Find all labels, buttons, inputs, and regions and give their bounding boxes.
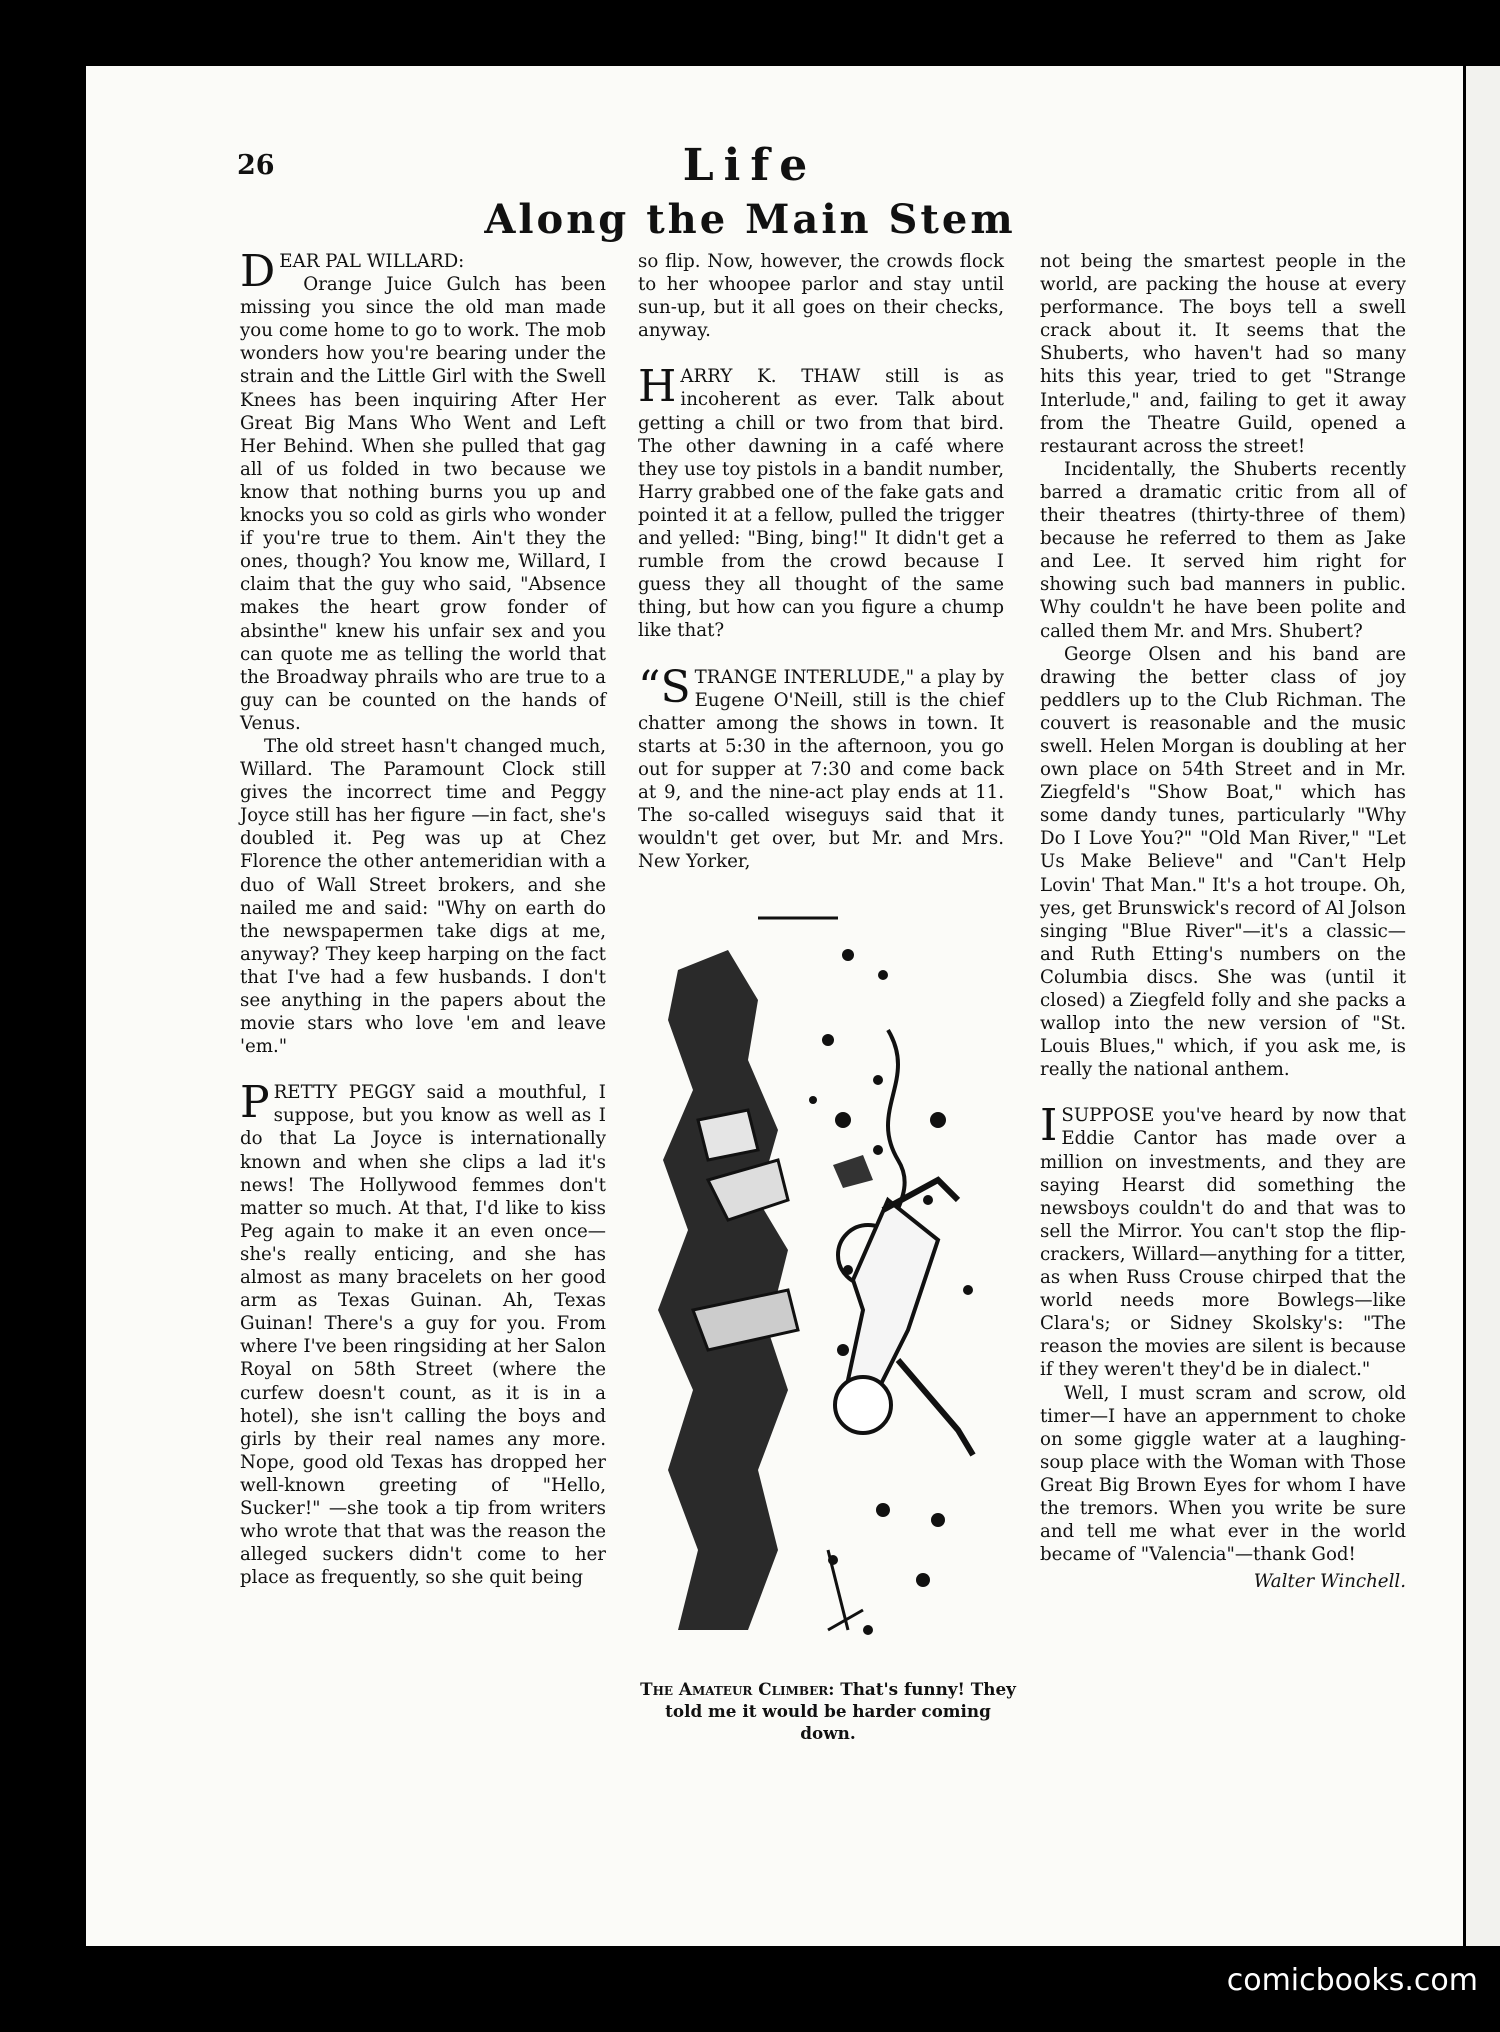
adjacent-page-edge	[1466, 66, 1500, 1946]
paragraph: George Olsen and his band are drawing the better class of joy peddlers up to the Club Richman. The couvert is reasonable and the music swell. Helen Morgan is doubling at her own place on 54th Street and in Mr. Ziegfeld's "Show Boat," which has some dandy tunes, particularly "Why Do I Love You?" "Old Man River," "Let Us Make Believe" and "Can't Help Lovin' That Man." It's a hot troupe. Oh, yes, get Brunswick's record of Al Jolson singing "Blue River"—it's a classic—and Ruth Etting's numbers on the Columbia discs. She was (until it closed) a Ziegfeld folly and she packs a wallop into the new version of "St. Louis Blues," which, if you ask me, is really the national anthem.	[1040, 643, 1406, 1081]
paragraph: HARRY K. THAW still is as incoherent as ever. Talk about getting a chill or two from that bird. The other dawning in a café where they use toy pistols in a bandit number, Harry grabbed one of the fake gats and pointed it at a fellow, pulled the trigger and yelled: "Bing, bing!" It didn't get a rumble from the crowd because I guess they all thought of the same thing, but how can you figure a chump like that?	[638, 361, 1004, 642]
column-2	[638, 250, 1004, 873]
column-3	[1040, 250, 1406, 1593]
salutation: DEAR PAL WILLARD:	[240, 246, 465, 297]
climber-illustration	[638, 910, 1018, 1650]
source-watermark: comicbooks.com	[1226, 1963, 1478, 1998]
masthead: Life	[682, 140, 818, 191]
article-headline: Along the Main Stem	[484, 196, 1016, 243]
paragraph: PRETTY PEGGY said a mouthful, I suppose, but you know as well as I do that La Joyce is internationally known and when she clips a lad it's news! The Hollywood femmes don't matter so much. At that, I'd like to kiss Peg again to make it an even once—she's really enticing, and she has almost as many bracelets on her good arm as Texas Guinan. Ah, Texas Guinan! There's a guy for you. From where I've been ringsiding at her Salon Royal on 58th Street (where the curfew doesn't count, as it is in a hotel), she isn't calling the boys and girls by their real names any more. Nope, good old Texas has dropped her well-known greeting of "Hello, Sucker!" —she took a tip from writers who wrote that that was the reason the alleged suckers didn't come to her place as frequently, so she quit being	[240, 1077, 606, 1589]
paragraph: Well, I must scram and scrow, old timer—I have an appernment to choke on some giggle water at a laughing-soup place with the Woman with Those Great Big Brown Eyes for whom I have the tremors. When you write be sure and tell me what ever in the world became of "Valencia"—thank God!	[1040, 1382, 1406, 1566]
column-1	[240, 246, 606, 1589]
page-number: 26	[237, 150, 275, 181]
paragraph: so flip. Now, however, the crowds flock to her whoopee parlor and stay until sun-up, but it all goes on their checks, anyway.	[638, 251, 1004, 342]
illustration-caption: The Amateur Climber: That's funny! They told me it would be harder coming down.	[640, 1679, 1016, 1743]
paragraph: Incidentally, the Shuberts recently barred a dramatic critic from all of their theatres (thirty-three of them) because he referred to them as Jake and Lee. It served him right for showing such bad manners in public. Why couldn't he have been polite and called them Mr. and Mrs. Shubert?	[1040, 458, 1406, 642]
author-signature: Walter Winchell.	[1253, 1571, 1406, 1593]
paragraph: ISUPPOSE you've heard by now that Eddie Cantor has made over a million on investments, and they are saying Hearst did something the newsboys couldn't do and that was to sell the Mirror. You can't stop the flip-crackers, Willard—anything for a titter, as when Russ Crouse chirped that the world needs more Bowlegs—like Clara's; or Sidney Skolsky's: "The reason the movies are silent is because if they weren't they'd be in dialect."	[1040, 1100, 1406, 1381]
paragraph: The old street hasn't changed much, Willard. The Paramount Clock still gives the incorrect time and Peggy Joyce still has her figure —in fact, she's doubled it. Peg was up at Chez Florence the other antemeridian with a duo of Wall Street brokers, and she nailed me and said: "Why on earth do the newspapermen take digs at me, anyway? They keep harping on the fact that I've had a few husbands. I don't see anything in the papers about the movie stars who love 'em and leave 'em."	[240, 735, 606, 1058]
paragraph: not being the smartest people in the world, are packing the house at every performance. The boys tell a swell crack about it. It seems that the Shuberts, who haven't had so many hits this year, tried to get "Strange Interlude," and, failing to get it away from the Theatre Guild, opened a restaurant across the street!	[1040, 251, 1406, 457]
paragraph: “STRANGE INTERLUDE," a play by Eugene O'Neill, still is the chief chatter among the shows in town. It starts at 5:30 in the afternoon, you go out for supper at 7:30 and come back at 9, and the nine-act play ends at 11. The so-called wiseguys said that it wouldn't get over, but Mr. and Mrs. New Yorker,	[638, 661, 1004, 873]
paragraph: Orange Juice Gulch has been missing you since the old man made you come home to go to work. The mob wonders how you're bearing under the strain and the Little Girl with the Swell Knees has been inquiring After Her Great Big Mans Who Went and Left Her Behind. When she pulled that gag all of us folded in two because we know that nothing burns you up and knocks you so cold as girls who wonder if you're true to them. Ain't they the ones, though? You know me, Willard, I claim that the guy who said, "Absence makes the heart grow fonder of absinthe" knew his unfair sex and you can quote me as telling the world that the Broadway phrails who are true to a guy can be counted on the hands of Venus.	[240, 274, 606, 734]
